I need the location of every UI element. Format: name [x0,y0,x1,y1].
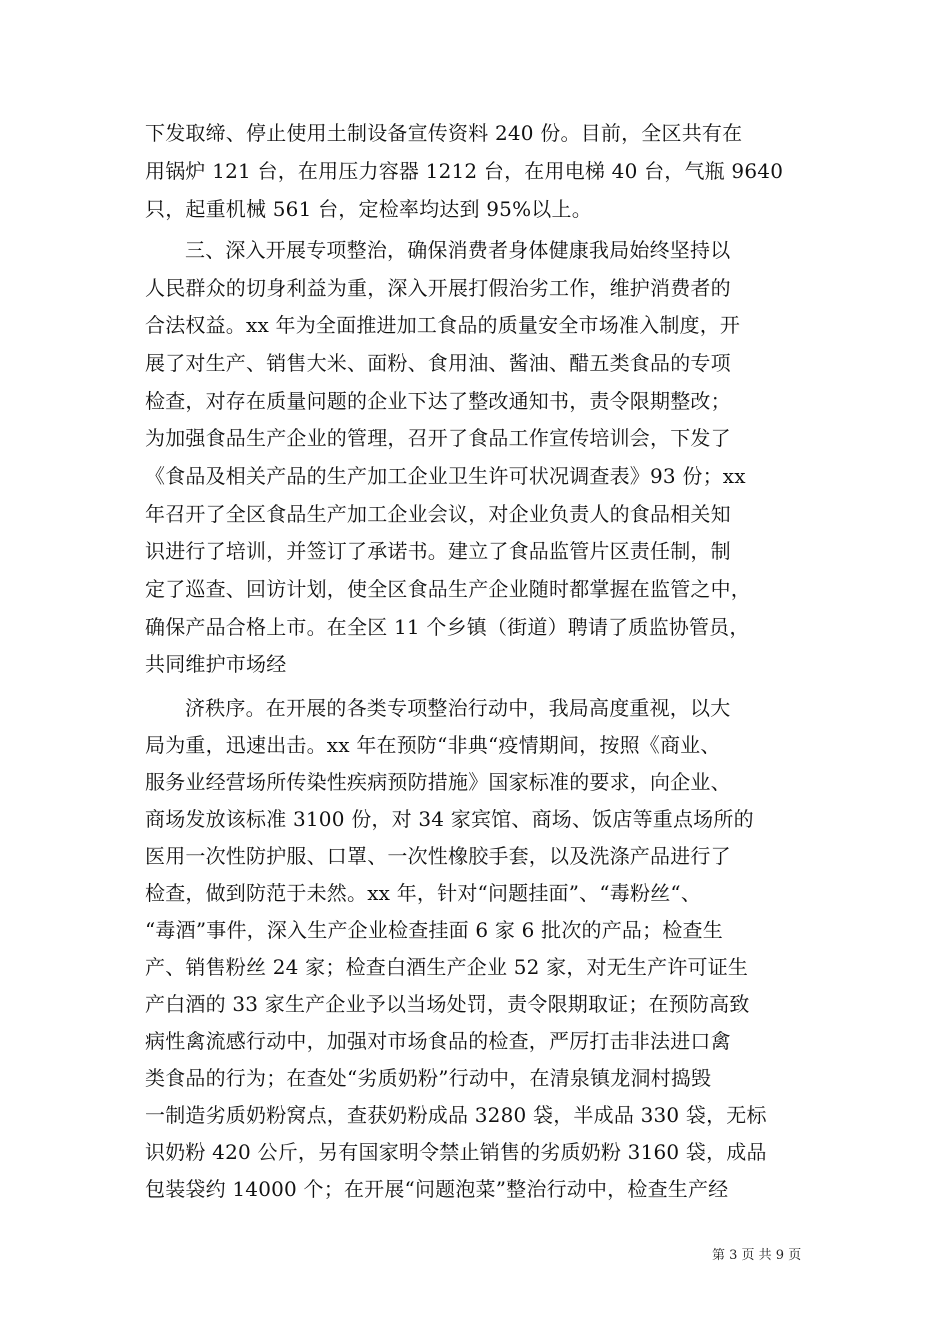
text-line: 类食品的行为；在查处“劣质奶粉”行动中，在清泉镇龙洞村捣毁 [145,1066,712,1090]
text-line: 为加强食品生产企业的管理，召开了食品工作宣传培训会，下发了 [145,426,731,450]
text-line: 展了对生产、销售大米、面粉、食用油、酱油、醋五类食品的专项 [145,351,731,375]
text-line: “毒酒”事件，深入生产企业检查挂面 6 家 6 批次的产品；检查生 [145,918,723,942]
text-line: 合法权益。xx 年为全面推进加工食品的质量安全市场准入制度，开 [145,313,741,337]
text-line: 包装袋约 14000 个；在开展“问题泡菜”整治行动中，检查生产经 [145,1177,729,1201]
text-line: 济秩序。在开展的各类专项整治行动中，我局高度重视，以大 [185,696,731,720]
text-line: 病性禽流感行动中，加强对市场食品的检查，严厉打击非法进口禽 [145,1029,731,1053]
text-line: 产、销售粉丝 24 家；检查白酒生产企业 52 家，对无生产许可证生 [145,955,749,979]
text-line: 定了巡查、回访计划，使全区食品生产企业随时都掌握在监管之中， [145,577,751,601]
text-line: 年召开了全区食品生产加工企业会议，对企业负责人的食品相关知 [145,502,731,526]
text-line: 医用一次性防护服、口罩、一次性橡胶手套，以及洗涤产品进行了 [145,844,731,868]
text-line: 商场发放该标准 3100 份，对 34 家宾馆、商场、饭店等重点场所的 [145,807,754,831]
text-line: 用锅炉 121 台，在用压力容器 1212 台，在用电梯 40 台，气瓶 9640 [145,159,784,183]
text-line: 识奶粉 420 公斤，另有国家明令禁止销售的劣质奶粉 3160 袋，成品 [145,1140,767,1164]
text-line: 检查，做到防范于未然。xx 年，针对“问题挂面”、“毒粉丝“、 [145,881,702,905]
text-line: 一制造劣质奶粉窝点，查获奶粉成品 3280 袋，半成品 330 袋，无标 [145,1103,767,1127]
text-line: 局为重，迅速出击。xx 年在预防“非典“疫情期间，按照《商业、 [145,733,721,757]
text-line: 确保产品合格上市。在全区 11 个乡镇（街道）聘请了质监协管员， [145,615,750,639]
text-line: 只，起重机械 561 台，定检率均达到 95%以上。 [145,197,592,221]
text-line: 识进行了培训，并签订了承诺书。建立了食品监管片区责任制，制 [145,539,731,563]
text-line: 检查，对存在质量问题的企业下达了整改通知书，责令限期整改； [145,389,731,413]
text-line: 下发取缔、停止使用土制设备宣传资料 240 份。目前，全区共有在 [145,121,743,145]
text-line: 共同维护市场经 [145,652,287,676]
text-line: 人民群众的切身利益为重，深入开展打假治劣工作，维护消费者的 [145,276,731,300]
text-line: 服务业经营场所传染性疾病预防措施》国家标准的要求，向企业、 [145,770,731,794]
text-line: 三、深入开展专项整治，确保消费者身体健康我局始终坚持以 [185,238,731,262]
text-line: 《食品及相关产品的生产加工企业卫生许可状况调查表》93 份；xx [145,464,746,488]
page-number: 第 3 页 共 9 页 [712,1248,802,1263]
text-line: 产白酒的 33 家生产企业予以当场处罚，责令限期取证；在预防高致 [145,992,750,1016]
